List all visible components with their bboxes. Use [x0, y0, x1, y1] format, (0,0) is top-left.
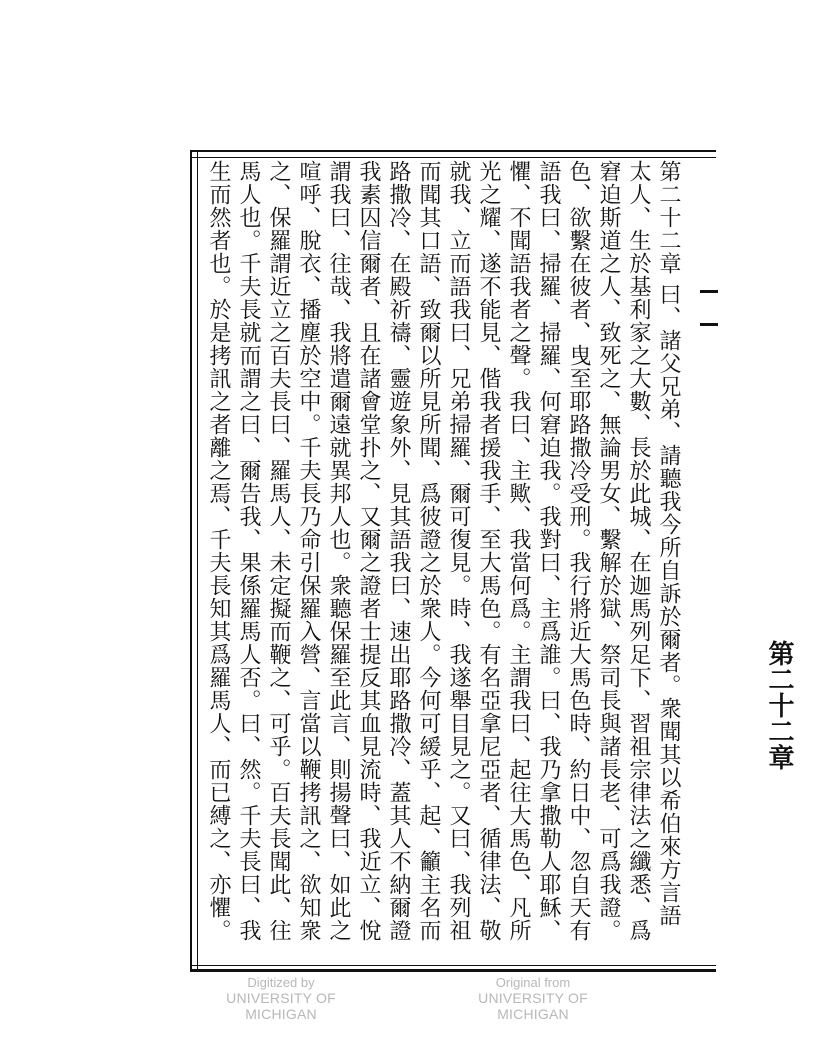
frame-rule-top	[190, 157, 716, 158]
text-column: 語我曰、掃羅、掃羅、何窘迫我。我對曰、主爲誰。曰、我乃拿撒勒人耶穌、	[536, 160, 561, 942]
original-from-org: UNIVERSITY OF MICHIGAN	[478, 990, 588, 1022]
text-column: 而聞其口語、致爾以所見所聞、爲彼證之於衆人。今何可緩乎、起、籲主名而	[416, 160, 441, 942]
text-column: 馬人也。千夫長就而謂之曰、爾告我、果係羅馬人否。曰、然。千夫長曰、我	[236, 160, 261, 942]
digitized-by-org: UNIVERSITY OF MICHIGAN	[226, 990, 336, 1022]
original-from-label: Original from	[495, 975, 571, 990]
text-column: 就我、立而語我曰、兄弟掃羅、爾可復見。時、我遂舉目見之。又曰、我列祖	[446, 160, 471, 942]
original-from-credit	[448, 975, 618, 1022]
text-column: 謂我曰、往哉、我將遣爾遠就異邦人也。衆聽保羅至此言、則揚聲曰、如此之	[326, 160, 351, 942]
text-column: 生而然者也。於是拷訊之者離之焉、千夫長知其爲羅馬人、而已縛之、亦懼。	[206, 160, 231, 942]
text-column: 窘迫斯道之人、致死之、無論男女、繫解於獄、祭司長與諸長老、可爲我證。	[596, 160, 621, 942]
text-column: 色、欲繫在彼者、曳至耶路撒冷受刑。我行將近大馬色時、約日中、忽自天有	[566, 160, 591, 942]
text-column: 太人、生於基利家之大數、長於此城、在迦馬列足下、習祖宗律法之纖悉、爲	[626, 160, 651, 942]
digitized-by-label: Digitized by	[247, 975, 315, 990]
text-column: 第二十二章 曰、諸父兄弟、請聽我今所自訴於爾者。衆聞其以希伯來方言語	[656, 160, 681, 927]
vertical-text-block	[205, 160, 685, 960]
frame-rule-bottom	[190, 965, 716, 966]
binding-mark	[700, 290, 718, 326]
text-column: 喧呼、脫衣、播塵於空中。千夫長乃命引保羅入營、言當以鞭拷訊之、欲知衆	[296, 160, 321, 942]
digitized-by-credit	[196, 975, 366, 1022]
text-column: 我素囚信爾者、且在諸會堂扑之、又爾之證者士提反其血見流時、我近立、悅	[356, 160, 381, 942]
running-chapter-label: 第二十二章	[764, 640, 794, 770]
text-column: 之、保羅謂近立之百夫長曰、羅馬人、未定擬而鞭之、可乎。百夫長聞此、往	[266, 160, 291, 942]
frame-rule-left	[197, 150, 198, 972]
text-column: 路撒冷、在殿祈禱、靈遊象外、見其語我曰、速出耶路撒冷、蓋其人不納爾證	[386, 160, 411, 942]
text-column: 光之耀、遂不能見、偕我者援我手、至大馬色。有名亞拿尼亞者、循律法、敬	[476, 160, 501, 942]
text-column: 懼、不聞語我者之聲。我曰、主歟、我當何爲。主謂我曰、起往大馬色、凡所	[506, 160, 531, 942]
